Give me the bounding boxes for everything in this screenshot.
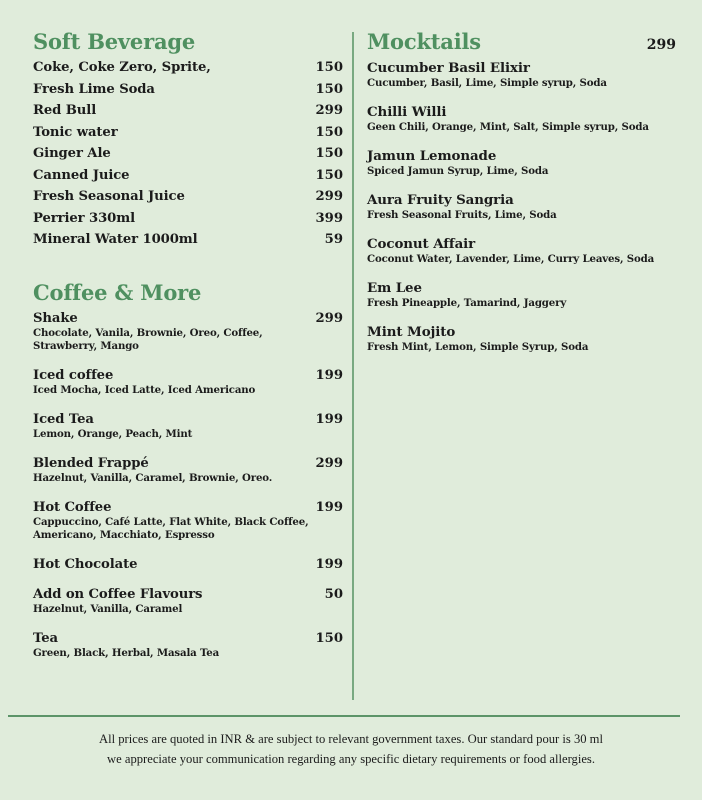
item-name: Hot Chocolate <box>33 557 138 573</box>
item-name: Red Bull <box>33 103 97 119</box>
menu-item <box>33 456 343 485</box>
menu-item <box>33 189 343 204</box>
item-name: Iced coffee <box>33 367 114 383</box>
item-description: Hazelnut, Vanilla, Caramel <box>33 603 183 616</box>
item-price: 150 <box>315 167 343 183</box>
left-column <box>0 0 353 702</box>
item-name: Coke, Coke Zero, Sprite, <box>33 60 211 76</box>
footer-line-2: we appreciate your communication regarding any specific dietary requirements or food allergies. <box>107 751 595 766</box>
menu-item <box>367 192 678 222</box>
item-price: 150 <box>315 124 343 140</box>
item-price: 299 <box>315 455 343 471</box>
item-name: Add on Coffee Flavours <box>33 587 203 603</box>
item-price: 59 <box>324 232 343 248</box>
item-row <box>33 368 343 383</box>
item-description: Iced Mocha, Iced Latte, Iced Americano <box>33 383 256 396</box>
item-name: Blended Frappé <box>33 455 149 471</box>
menu-item <box>367 60 678 90</box>
item-name: Em Lee <box>367 280 422 297</box>
item-description: Geen Chili, Orange, Mint, Salt, Simple syrup, Soda <box>367 121 649 134</box>
menu-item <box>367 104 678 134</box>
section-title: Mocktails <box>367 29 481 54</box>
item-price: 199 <box>315 411 343 427</box>
item-price: 199 <box>315 367 343 383</box>
section-coffee-and-more <box>33 281 343 661</box>
item-name: Perrier 330ml <box>33 210 135 226</box>
item-price: 299 <box>315 310 343 326</box>
item-description: Hazelnut, Vanilla, Caramel, Brownie, Oreo. <box>33 471 273 484</box>
item-name: Iced Tea <box>33 411 94 427</box>
item-price: 150 <box>315 81 343 97</box>
menu-item <box>367 280 678 310</box>
item-price: 199 <box>315 557 343 573</box>
item-description: Cappuccino, Café Latte, Flat White, Black Coffee, Americano, Macchiato, Espresso <box>33 515 309 541</box>
item-name: Coconut Affair <box>367 236 476 253</box>
section-gap <box>33 254 343 281</box>
section-title: Coffee & More <box>33 279 202 305</box>
item-row <box>33 456 343 471</box>
item-row <box>33 500 343 515</box>
item-row <box>33 412 343 427</box>
menu-item <box>33 125 343 140</box>
footer-note <box>0 730 702 769</box>
item-description: Cucumber, Basil, Lime, Simple syrup, Soda <box>367 77 607 90</box>
item-name: Canned Juice <box>33 167 130 183</box>
item-price: 299 <box>315 103 343 119</box>
column-divider <box>352 32 354 700</box>
menu-item <box>33 232 343 247</box>
item-description: Coconut Water, Lavender, Lime, Curry Leaves, Soda <box>367 253 655 266</box>
menu-item <box>33 168 343 183</box>
item-name: Tonic water <box>33 124 118 140</box>
item-price: 50 <box>324 587 343 603</box>
item-description: Fresh Mint, Lemon, Simple Syrup, Soda <box>367 341 589 354</box>
item-description: Lemon, Orange, Peach, Mint <box>33 427 193 440</box>
item-name: Fresh Seasonal Juice <box>33 189 185 205</box>
item-name: Shake <box>33 310 78 326</box>
item-description: Green, Black, Herbal, Masala Tea <box>33 647 220 660</box>
item-price: 299 <box>315 189 343 205</box>
section-title: Soft Beverage <box>33 29 196 54</box>
item-name: Chilli Willi <box>367 104 447 121</box>
item-name: Mineral Water 1000ml <box>33 232 198 248</box>
menu-item <box>33 557 343 572</box>
menu-item <box>33 368 343 397</box>
item-row <box>33 311 343 326</box>
item-description: Spiced Jamun Syrup, Lime, Soda <box>367 165 549 178</box>
menu-item <box>33 211 343 226</box>
item-description: Fresh Seasonal Fruits, Lime, Soda <box>367 209 557 222</box>
item-row <box>33 557 343 572</box>
menu-item <box>33 500 343 542</box>
item-name: Aura Fruity Sangria <box>367 192 514 209</box>
menu-item <box>367 148 678 178</box>
item-price: 399 <box>315 210 343 226</box>
item-price: 199 <box>315 499 343 515</box>
menu-item <box>367 236 678 266</box>
item-price: 150 <box>315 146 343 162</box>
section-header <box>367 30 678 60</box>
item-name: Tea <box>33 631 58 647</box>
section-header <box>33 30 343 60</box>
section-soft-beverage <box>33 30 343 247</box>
item-price: 150 <box>315 60 343 76</box>
item-name: Ginger Ale <box>33 146 111 162</box>
menu-item <box>33 311 343 353</box>
footer-line-1: All prices are quoted in INR & are subject to relevant government taxes. Our standard pour is 30 ml <box>99 732 603 746</box>
menu-item <box>33 146 343 161</box>
item-price: 150 <box>315 631 343 647</box>
item-name: Cucumber Basil Elixir <box>367 60 530 77</box>
item-name: Hot Coffee <box>33 499 112 515</box>
right-column <box>353 0 702 702</box>
item-row <box>33 587 343 602</box>
item-name: Mint Mojito <box>367 324 456 341</box>
menu-item <box>33 82 343 97</box>
menu-item <box>33 60 343 75</box>
item-description: Fresh Pineapple, Tamarind, Jaggery <box>367 297 567 310</box>
item-description: Chocolate, Vanila, Brownie, Oreo, Coffee, Strawberry, Mango <box>33 326 263 352</box>
item-name: Jamun Lemonade <box>367 148 497 165</box>
menu-item <box>33 587 343 616</box>
menu-item <box>367 324 678 354</box>
menu-item <box>33 412 343 441</box>
footer-divider <box>8 715 680 717</box>
item-name: Fresh Lime Soda <box>33 81 155 97</box>
section-header-price: 299 <box>646 37 676 53</box>
menu-item <box>33 631 343 660</box>
item-row <box>33 631 343 646</box>
section-header <box>33 281 343 311</box>
menu-item <box>33 103 343 118</box>
